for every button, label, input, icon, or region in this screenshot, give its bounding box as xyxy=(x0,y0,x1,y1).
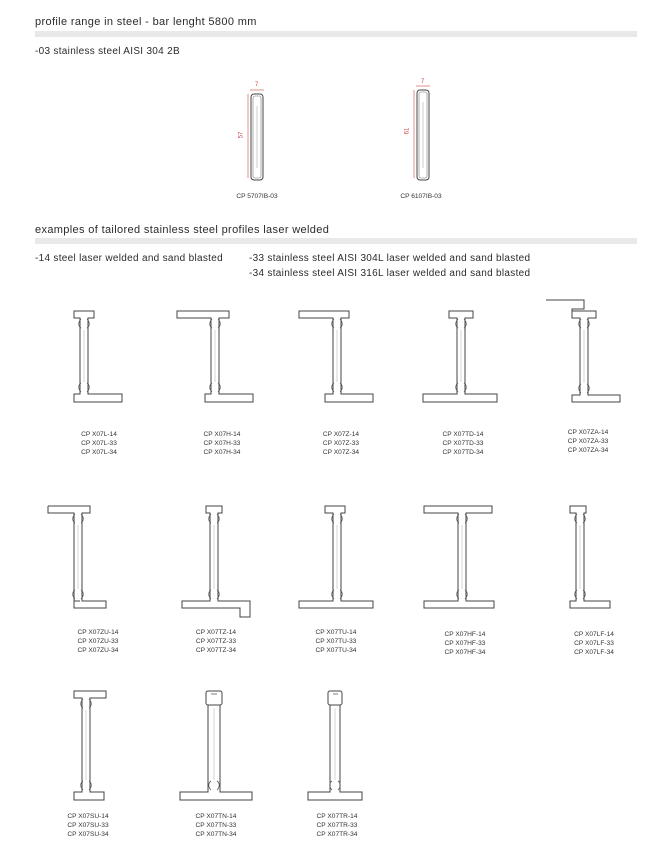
profile-code: CP X07Z-34 xyxy=(322,449,360,456)
section-divider-band xyxy=(35,31,637,37)
base-profile-1-drawing xyxy=(240,82,280,182)
profile-code: CP X07ZU-33 xyxy=(77,638,119,645)
finish-33-label: -33 stainless steel AISI 304L laser welded and sand blasted xyxy=(249,253,531,264)
profile-x07zu-drawing xyxy=(46,505,126,615)
base-profile-2-drawing xyxy=(406,80,446,180)
profile-x07l-caption xyxy=(59,430,139,457)
profile-code: CP X07ZU-34 xyxy=(77,647,119,654)
profile-x07lf-drawing xyxy=(560,505,620,615)
base-profile-1-height: 57 xyxy=(238,131,245,139)
profile-code: CP X07LF-34 xyxy=(574,649,614,656)
section-divider-band xyxy=(35,238,637,244)
profile-code: CP X07SU-33 xyxy=(67,822,109,829)
profile-x07z-drawing xyxy=(297,310,377,420)
profile-code: CP X07H-14 xyxy=(203,431,241,438)
profile-code: CP X07L-34 xyxy=(81,449,117,456)
profile-code: CP X07ZA-34 xyxy=(567,447,609,454)
profile-code: CP X07TU-34 xyxy=(315,647,357,654)
profile-x07tu-drawing xyxy=(297,505,377,615)
profile-code: CP X07HF-34 xyxy=(444,649,486,656)
profile-x07tu-caption xyxy=(296,628,376,655)
profile-x07tn-drawing xyxy=(178,690,258,805)
profile-code: CP X07TD-14 xyxy=(442,431,484,438)
finish-03-label: -03 stainless steel AISI 304 2B xyxy=(35,46,180,57)
section-title-profile-range: profile range in steel - bar lenght 5800 mm xyxy=(35,16,257,28)
profile-x07z-caption xyxy=(301,430,381,457)
profile-x07tz-drawing xyxy=(180,505,260,620)
profile-code: CP X07TU-33 xyxy=(315,638,357,645)
profile-x07su-caption xyxy=(48,812,128,839)
profile-x07td-caption xyxy=(423,430,503,457)
profile-code: CP X07LF-33 xyxy=(574,640,614,647)
profile-code: CP X07H-34 xyxy=(203,449,241,456)
base-profile-1-code: CP 5707IB-03 xyxy=(236,193,278,200)
profile-code: CP X07L-14 xyxy=(81,431,117,438)
section-title-tailored-profiles: examples of tailored stainless steel profiles laser welded xyxy=(35,224,330,236)
base-profile-2-height: 61 xyxy=(404,127,411,135)
profile-code: CP X07TR-34 xyxy=(316,831,358,838)
profile-code: CP X07L-33 xyxy=(81,440,117,447)
base-profile-1-width: 7 xyxy=(255,82,259,88)
profile-x07tr-drawing xyxy=(298,690,378,805)
profile-code: CP X07HF-14 xyxy=(444,631,486,638)
profile-x07za-drawing xyxy=(544,299,624,419)
profile-x07l-drawing xyxy=(66,310,128,420)
profile-x07su-drawing xyxy=(66,690,126,805)
profile-code: CP X07TZ-34 xyxy=(195,647,237,654)
profile-x07zu-caption xyxy=(58,628,138,655)
profile-code: CP X07TZ-14 xyxy=(195,629,237,636)
profile-x07tn-caption xyxy=(176,812,256,839)
profile-code: CP X07TZ-33 xyxy=(195,638,237,645)
base-profile-2-code: CP 6107IB-03 xyxy=(400,193,442,200)
profile-x07hf-caption xyxy=(425,630,505,657)
profile-x07td-drawing xyxy=(421,310,501,420)
profile-code: CP X07Z-33 xyxy=(322,440,360,447)
finish-14-label: -14 steel laser welded and sand blasted xyxy=(35,253,223,264)
profile-code: CP X07TU-14 xyxy=(315,629,357,636)
profile-code: CP X07TD-33 xyxy=(442,440,484,447)
profile-code: CP X07TN-14 xyxy=(195,813,237,820)
profile-code: CP X07TR-14 xyxy=(316,813,358,820)
profile-x07hf-drawing xyxy=(422,505,502,615)
profile-code: CP X07TR-33 xyxy=(316,822,358,829)
profile-x07h-caption xyxy=(182,430,262,457)
profile-x07h-drawing xyxy=(175,310,255,420)
profile-x07tr-caption xyxy=(297,812,377,839)
profile-x07lf-caption xyxy=(554,630,634,657)
profile-code: CP X07HF-33 xyxy=(444,640,486,647)
profile-code: CP X07Z-14 xyxy=(322,431,360,438)
profile-code: CP X07TN-33 xyxy=(195,822,237,829)
profile-code: CP X07SU-14 xyxy=(67,813,109,820)
profile-code: CP X07ZA-14 xyxy=(567,429,609,436)
profile-code: CP X07ZA-33 xyxy=(567,438,609,445)
profile-x07tz-caption xyxy=(176,628,256,655)
profile-code: CP X07LF-14 xyxy=(574,631,614,638)
base-profile-2-width: 7 xyxy=(421,79,425,85)
profile-code: CP X07TD-34 xyxy=(442,449,484,456)
profile-code: CP X07ZU-14 xyxy=(77,629,119,636)
finish-34-label: -34 stainless steel AISI 316L laser welded and sand blasted xyxy=(249,268,531,279)
profile-code: CP X07SU-34 xyxy=(67,831,109,838)
profile-code: CP X07H-33 xyxy=(203,440,241,447)
profile-x07za-caption xyxy=(548,428,628,455)
profile-code: CP X07TN-34 xyxy=(195,831,237,838)
